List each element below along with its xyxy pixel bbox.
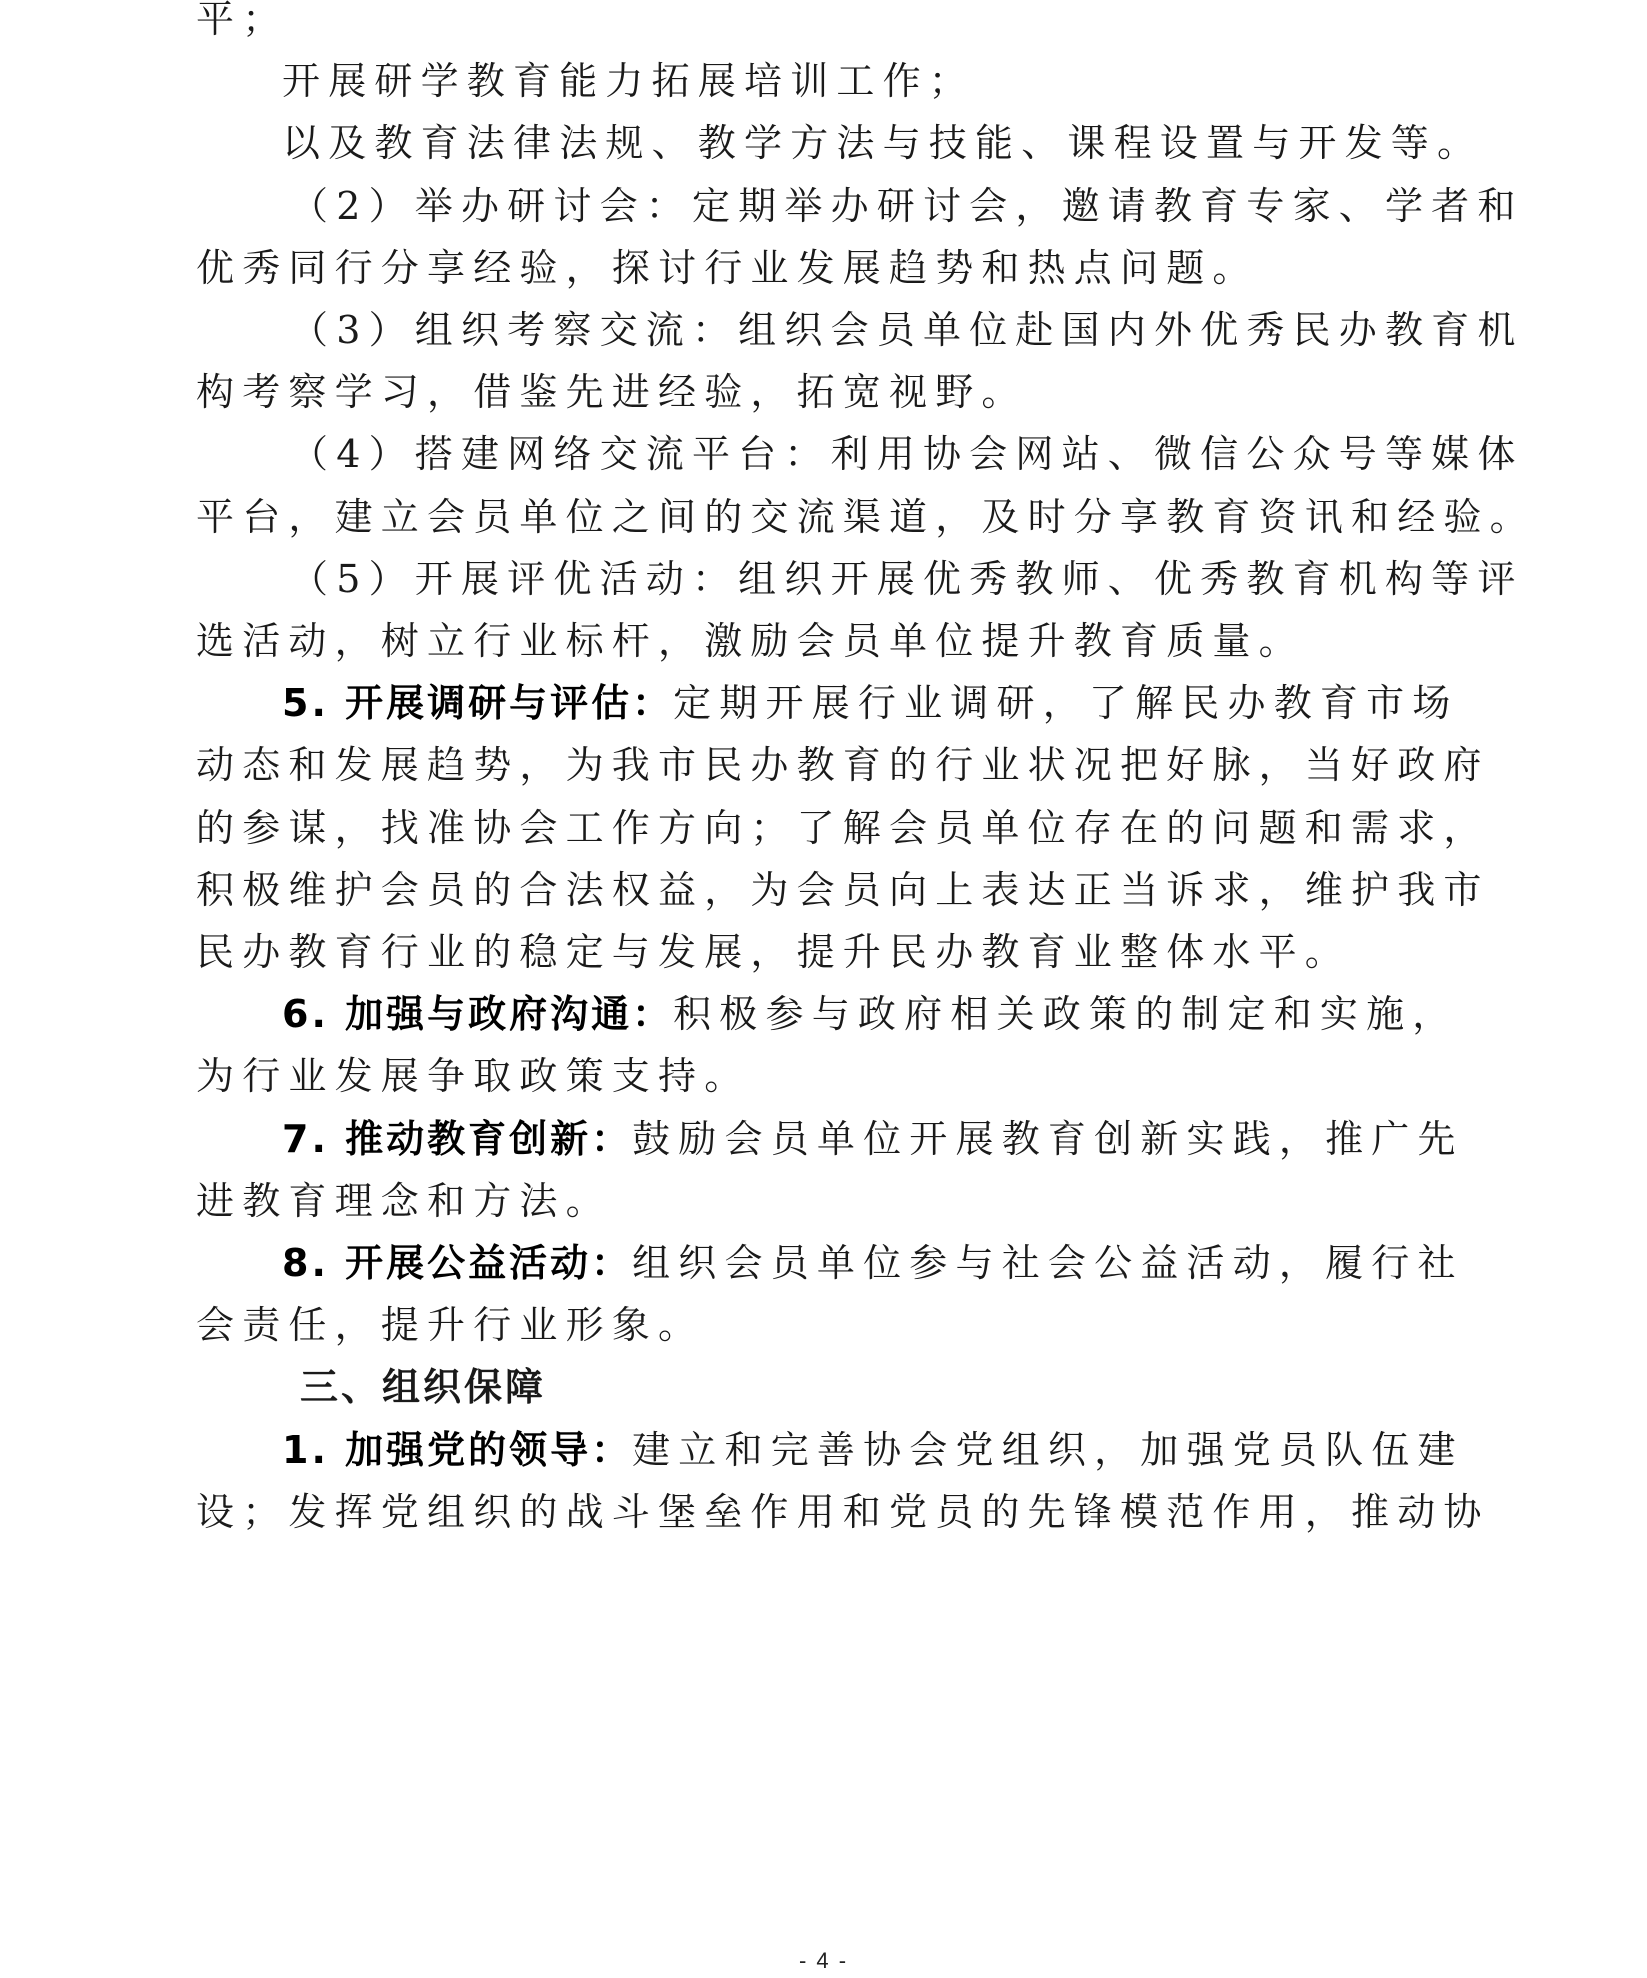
item-body: 定期开展行业调研，了解民办教育市场 [673, 681, 1459, 726]
paragraph-line: 平； [196, 0, 289, 41]
section-heading: 三、组织保障 [300, 1365, 547, 1410]
paragraph-line: 构考察学习，借鉴先进经验，拓宽视野。 [196, 370, 1028, 415]
paragraph-line: （3）组织考察交流：组织会员单位赴国内外优秀民办教育机 [290, 308, 1524, 352]
paragraph-line: 以及教育法律法规、教学方法与技能、课程设置与开发等。 [282, 121, 1484, 166]
paragraph-line: 民办教育行业的稳定与发展，提升民办教育业整体水平。 [196, 930, 1352, 974]
paragraph-line: 选活动，树立行业标杆，激励会员单位提升教育质量。 [196, 619, 1305, 663]
paragraph-line: 积极维护会员的合法权益，为会员向上表达正当诉求，维护我市 [196, 867, 1490, 912]
item-body: 鼓励会员单位开展教育创新实践，推广先 [632, 1116, 1464, 1161]
paragraph-line: 优秀同行分享经验，探讨行业发展趋势和热点问题。 [196, 245, 1259, 290]
item-title: 1. 加强党的领导： [282, 1427, 633, 1472]
paragraph-line: 会责任，提升行业形象。 [196, 1303, 705, 1348]
item-body: 建立和完善协会党组织，加强党员队伍建 [632, 1427, 1464, 1472]
item-title: 5. 开展调研与评估： [282, 681, 674, 726]
section-item-1 [282, 1427, 1464, 1473]
item-body: 积极参与政府相关政策的制定和实施， [673, 992, 1459, 1037]
paragraph-line: 进教育理念和方法。 [196, 1178, 612, 1223]
paragraph-line: 开展研学教育能力拓展培训工作； [282, 59, 976, 104]
paragraph-line: （5）开展评优活动：组织开展优秀教师、优秀教育机构等评 [290, 556, 1524, 601]
item-title: 6. 加强与政府沟通： [282, 992, 674, 1037]
paragraph-line: （2）举办研讨会：定期举办研讨会，邀请教育专家、学者和 [290, 183, 1524, 228]
section-item-5 [282, 680, 1459, 726]
item-title: 8. 开展公益活动： [282, 1241, 633, 1285]
section-item-8 [282, 1240, 1464, 1286]
item-title: 7. 推动教育创新： [282, 1116, 633, 1161]
paragraph-line: 为行业发展争取政策支持。 [196, 1054, 751, 1099]
paragraph-line: 的参谋，找准协会工作方向；了解会员单位存在的问题和需求， [196, 805, 1490, 850]
page-number: - 4 - [798, 1948, 849, 1973]
paragraph-line: 动态和发展趋势，为我市民办教育的行业状况把好脉，当好政府 [196, 743, 1490, 788]
item-body: 组织会员单位参与社会公益活动，履行社 [632, 1241, 1464, 1285]
paragraph-line: （4）搭建网络交流平台：利用协会网站、微信公众号等媒体 [290, 432, 1524, 477]
section-item-7 [282, 1116, 1464, 1162]
paragraph-line: 平台，建立会员单位之间的交流渠道，及时分享教育资讯和经验。 [196, 494, 1536, 539]
paragraph-line: 设；发挥党组织的战斗堡垒作用和党员的先锋模范作用，推动协 [196, 1489, 1490, 1534]
section-item-6 [282, 991, 1459, 1037]
